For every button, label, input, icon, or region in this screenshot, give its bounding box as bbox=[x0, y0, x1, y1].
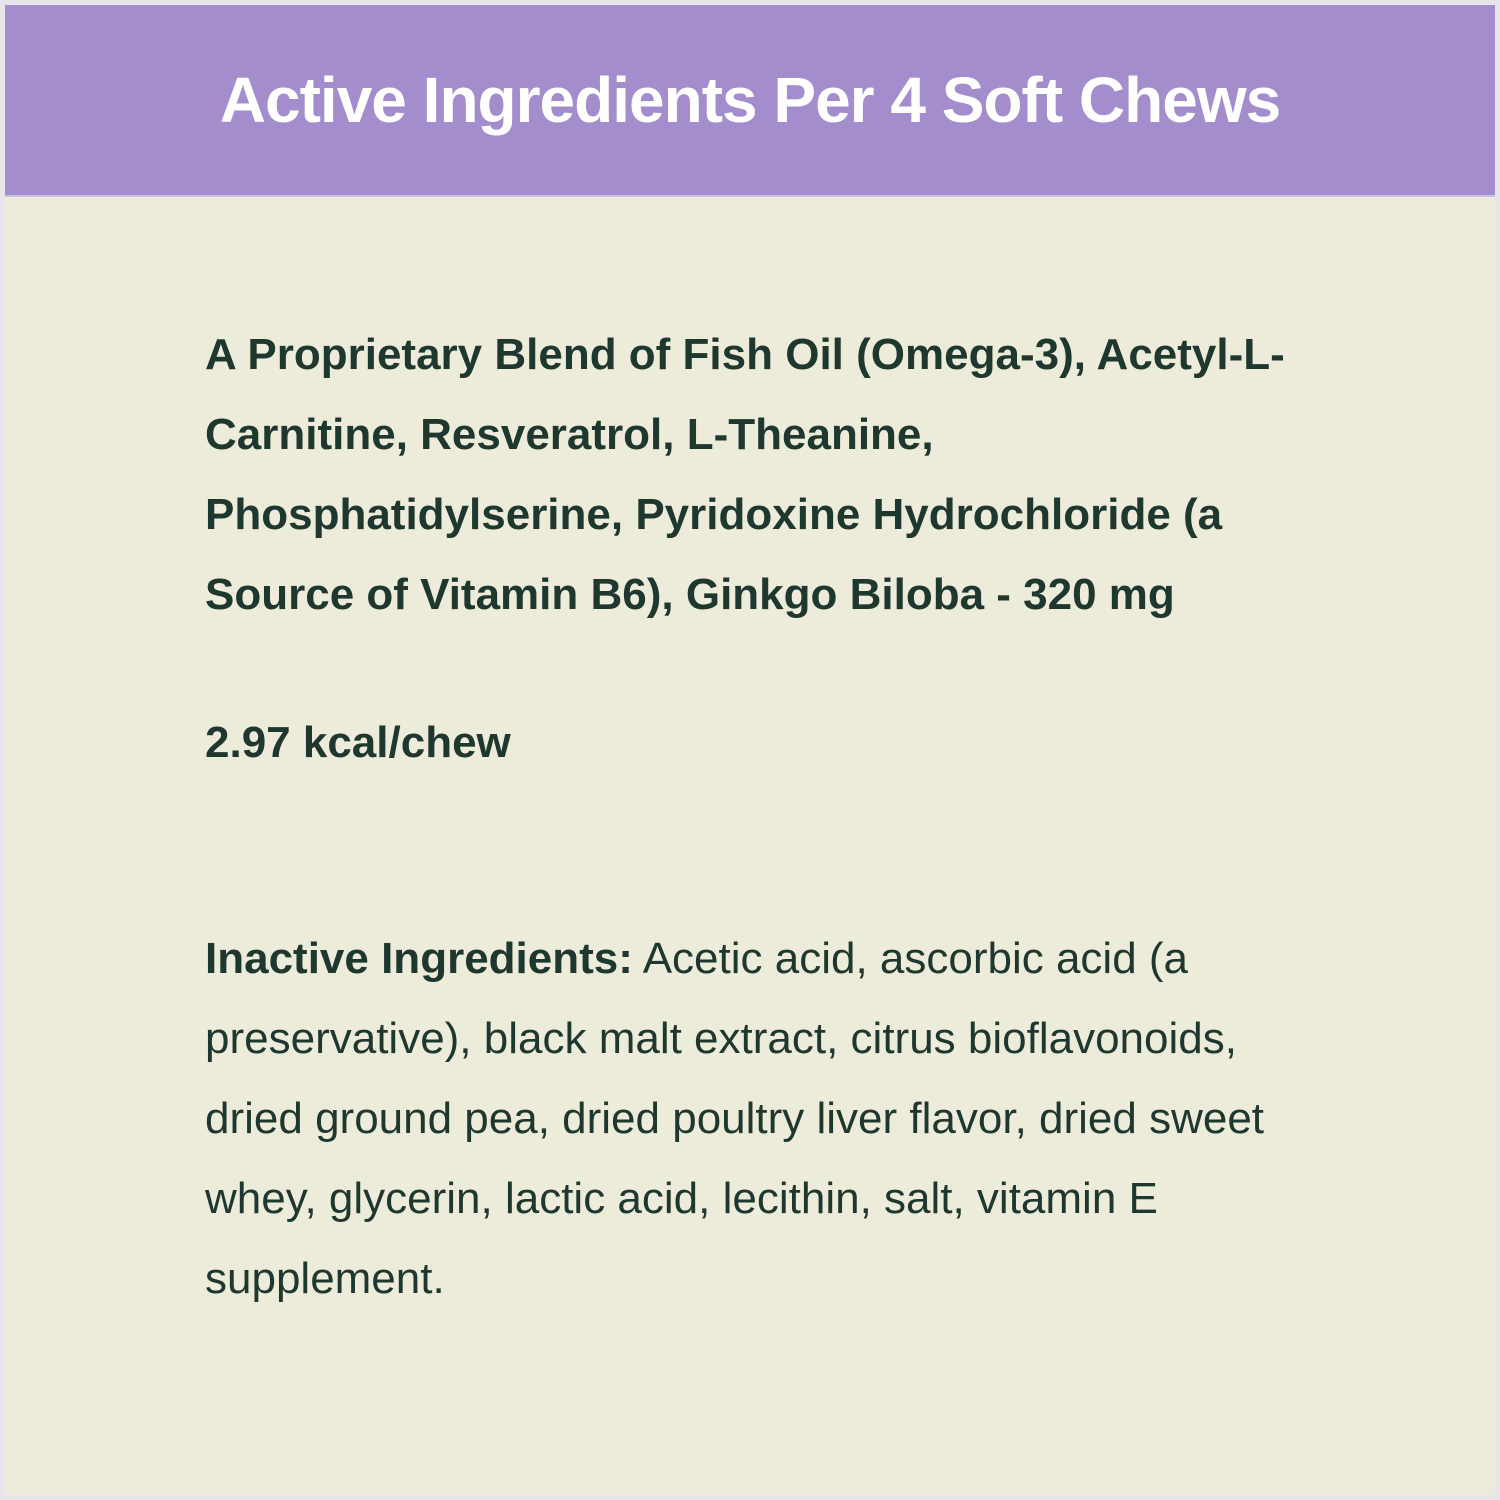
label-body bbox=[5, 197, 1495, 1319]
inactive-ingredients-text bbox=[205, 919, 1345, 1319]
header-band bbox=[5, 5, 1495, 197]
active-blend-text: A Proprietary Blend of Fish Oil (Omega-3), Acetyl-L-Carnitine, Resveratrol, L-Theanine, Phosphatidylserine, Pyridoxine Hydrochloride (a Source of Vitamin B6), Ginkgo Biloba - 320 mg bbox=[205, 330, 1285, 619]
calories-text: 2.97 kcal/chew bbox=[205, 718, 511, 767]
page-title: Active Ingredients Per 4 Soft Chews bbox=[219, 64, 1281, 136]
label-frame bbox=[5, 5, 1495, 1495]
inactive-ingredients-label: Inactive Ingredients: bbox=[205, 934, 633, 983]
inactive-ingredients-body: Acetic acid, ascorbic acid (a preservative), black malt extract, citrus bioflavonoids, dried ground pea, dried poultry liver flavor, dried sweet whey, glycerin, lactic acid, lecithin, salt, vitamin E supplement. bbox=[205, 934, 1265, 1303]
